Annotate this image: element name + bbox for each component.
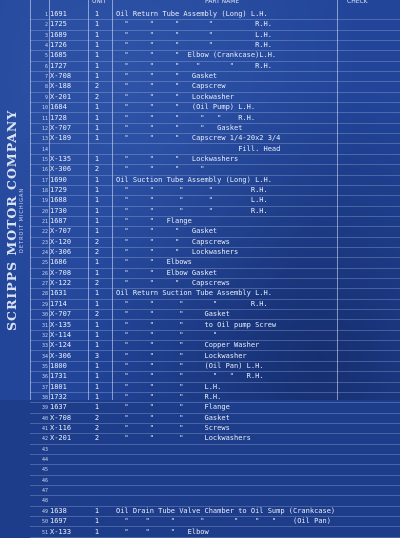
row-number: 40 [41,415,48,422]
unit-count: 1 [94,72,100,81]
part-name: " " " " L.H. [116,30,272,39]
table-row [30,10,400,20]
part-number: X-188 [50,82,72,91]
part-number: X-306 [50,351,72,360]
row-number: 37 [41,384,48,391]
part-name: Oil Return Suction Tube Assembly L.H. [116,289,272,298]
part-name: " " " (Oil Pan) L.H. [116,361,264,370]
table-row [30,383,400,393]
table-row [30,372,400,382]
row-number: 17 [41,177,48,184]
part-number: X-120 [50,237,72,246]
part-number: 1686 [50,258,67,267]
row-number: 33 [41,343,48,350]
part-name: " " " " " R.H. [116,372,264,381]
part-number: 1687 [50,217,67,225]
part-number: X-135 [50,154,72,163]
part-name: " " " (Oil Pump) L.H. [116,103,256,112]
part-number: 1685 [50,51,67,60]
unit-count: 3 [94,351,100,360]
part-name: " " " R.H. [116,392,222,401]
unit-count: 1 [94,361,100,370]
table-row [30,41,400,51]
unit-count: 2 [94,424,100,432]
part-number: X-707 [50,227,72,236]
unit-count: 1 [94,113,100,122]
unit-count: 1 [94,175,100,184]
table-row [30,186,400,196]
unit-count: 1 [94,154,100,163]
unit-count: 2 [94,279,100,288]
part-number: X-306 [50,165,72,174]
part-name: " " " Gasket [116,310,230,319]
row-number: 42 [41,436,48,443]
row-number: 26 [41,270,48,277]
part-name: " " Elbow Gasket [116,268,218,277]
row-number: 16 [41,167,48,174]
part-number: 1800 [50,361,67,370]
row-number: 45 [41,467,48,474]
unit-count: 1 [94,51,100,60]
unit-count: 1 [94,258,100,267]
part-name: " " " Gasket [116,413,230,422]
unit-count: 2 [94,434,100,443]
part-number: X-133 [50,527,72,536]
table-row [30,82,400,92]
company-city: DETROIT MICHIGAN [19,187,25,253]
table-row [30,207,400,217]
table-row [30,393,400,403]
row-number: 41 [41,426,48,432]
row-number: 22 [41,229,48,236]
row-number: 8 [44,84,48,91]
table-row [30,258,400,268]
table-row [30,227,400,237]
unit-count: 1 [94,299,100,308]
row-number: 47 [41,488,48,495]
unit-count: 2 [94,92,100,101]
table-row [30,496,400,506]
unit-count: 2 [94,82,100,91]
part-name: " " Elbows [116,258,192,267]
table-row [30,310,400,320]
row-number: 20 [41,208,48,215]
part-name: " " " Capscrew 1/4-20x2 3/4 [116,134,281,143]
part-number: 1801 [50,382,67,391]
part-number: 1631 [50,289,67,298]
part-number: X-189 [50,134,72,143]
table-row [30,486,400,496]
table-row [30,269,400,279]
unit-count: 2 [94,413,100,422]
part-name: " " " " R.H. [116,206,268,215]
part-name: " " " to Oil pump Screw [116,320,277,329]
part-name: " " " " R.H. [116,41,272,50]
table-row [30,517,400,527]
table-row [30,248,400,258]
part-number: 1729 [50,185,67,194]
part-name: " " " Lockwashers [116,248,239,257]
unit-count: 1 [94,20,100,29]
table-row [30,434,400,444]
unit-count: 1 [94,196,100,205]
row-number: 10 [41,105,48,112]
company-name: SCRIPPS MOTOR COMPANY [4,109,19,331]
table-row [30,217,400,227]
table-row [30,238,400,248]
part-name: " " " Screws [116,424,230,432]
unit-count: 1 [94,61,100,70]
unit-count: 1 [94,506,100,515]
part-name: " " " Elbow (Crankcase)L.H. [116,51,277,60]
table-row [30,300,400,310]
header-part-name: PART NAME [205,0,240,5]
table-row [30,289,400,299]
table-row [30,445,400,455]
row-number: 13 [41,136,48,143]
unit-count: 1 [94,320,100,329]
table-row [30,176,400,186]
unit-count: 1 [94,382,100,391]
part-number: X-201 [50,434,72,443]
row-number: 50 [41,519,48,526]
unit-count: 1 [94,134,100,143]
table-row [30,103,400,113]
unit-count: 1 [94,527,100,536]
part-number: X-122 [50,279,72,288]
row-number: 34 [41,353,48,360]
table-row [30,352,400,362]
part-name: " " " Lockwasher [116,92,235,101]
row-number: 21 [41,219,48,225]
part-name: " " " Capscrew [116,82,226,91]
part-name: Oil Suction Tube Assembly (Long) L.H. [116,175,272,184]
unit-count: 2 [94,248,100,257]
part-name: " " " " [116,330,218,339]
row-number: 44 [41,457,48,464]
header-unit: UNIT [92,0,107,5]
row-number: 31 [41,322,48,329]
part-number: 1732 [50,392,67,401]
table-row [30,31,400,41]
row-number: 27 [41,281,48,288]
unit-count: 1 [94,185,100,194]
table-row [30,528,400,538]
unit-count: 1 [94,372,100,381]
unit-count: 1 [94,10,100,18]
row-number: 29 [41,301,48,308]
part-name: " " " " R.H. [116,299,268,308]
row-number: 7 [44,74,48,81]
unit-count: 1 [94,103,100,112]
unit-count: 2 [94,165,100,174]
part-number: X-201 [50,92,72,101]
row-number: 14 [41,146,48,153]
table-row [30,279,400,289]
row-number: 46 [41,477,48,484]
unit-count: 1 [94,30,100,39]
unit-count: 1 [94,403,100,412]
row-number: 35 [41,363,48,370]
row-number: 48 [41,498,48,505]
part-name: " " " Flange [116,403,230,412]
row-number: 51 [41,529,48,536]
row-number: 5 [44,53,48,60]
table-row [30,124,400,134]
part-name: " " " Capscrews [116,279,230,288]
row-number: 19 [41,198,48,205]
unit-count: 1 [94,268,100,277]
unit-count: 1 [94,392,100,401]
part-number: 1691 [50,10,67,18]
row-number: 18 [41,187,48,194]
part-name: " " " Lockwasher [116,351,247,360]
table-row [30,455,400,465]
row-number: 49 [41,508,48,515]
row-number: 12 [41,125,48,132]
table-row [30,51,400,61]
row-number: 15 [41,156,48,163]
part-number: 1727 [50,61,67,70]
table-row [30,145,400,155]
row-number: 11 [41,115,48,122]
part-number: X-135 [50,320,72,329]
unit-count: 1 [94,41,100,50]
row-number: 28 [41,291,48,298]
part-name: Fill. Head [116,144,281,153]
unit-count: 1 [94,330,100,339]
table-row [30,62,400,72]
part-name: " " " " " R.H. [116,113,256,122]
table-row [30,341,400,351]
table-row [30,20,400,30]
part-name: " " " " " R.H. [116,61,272,70]
part-number: X-707 [50,310,72,319]
part-number: X-124 [50,341,72,350]
table-row [30,507,400,517]
row-number: 2 [44,22,48,29]
table-row [30,465,400,475]
row-number: 36 [41,374,48,381]
table-row [30,476,400,486]
part-number: 1714 [50,299,67,308]
part-number: 1730 [50,206,67,215]
row-number: 24 [41,250,48,257]
row-number: 9 [44,94,48,101]
part-name: " " " " Gasket [116,123,243,132]
part-number: 1684 [50,103,67,112]
row-number: 43 [41,446,48,453]
part-number: 1688 [50,196,67,205]
part-name: " " " Capscrews [116,237,230,246]
part-number: 1689 [50,30,67,39]
part-number: 1638 [50,506,67,515]
part-name: " " " Lockwashers [116,434,251,443]
row-number: 4 [44,43,48,50]
row-number: 3 [44,32,48,39]
header-check: CHECK [347,0,368,5]
part-name: " " " Gasket [116,227,218,236]
part-name: " " " " [116,165,205,174]
row-number: 30 [41,312,48,319]
part-number: X-707 [50,123,72,132]
part-name: Oil Drain Tube Valve Chamber to Oil Sump (Crankcase) [116,506,336,515]
table-row [30,134,400,144]
row-number: 6 [44,63,48,70]
part-name: " " " Gasket [116,72,218,81]
table-row [30,403,400,413]
table-row [30,362,400,372]
part-number: X-114 [50,330,72,339]
part-number: 1637 [50,403,67,412]
unit-count: 2 [94,237,100,246]
table-row [30,93,400,103]
table-row [30,165,400,175]
company-title-block [4,90,24,350]
part-number: 1728 [50,113,67,122]
part-name: Oil Return Tube Assembly (Long) L.H. [116,10,268,18]
part-number: X-708 [50,413,72,422]
part-name: " " " Lockwashers [116,154,239,163]
unit-count: 1 [94,123,100,132]
part-number: X-116 [50,424,72,432]
row-number: 25 [41,260,48,267]
part-number: X-708 [50,268,72,277]
part-name: " " Flange [116,217,192,225]
part-name: " " " " R.H. [116,185,268,194]
unit-count: 1 [94,217,100,225]
row-number: 32 [41,332,48,339]
part-name: " " " " " " " (Oil Pan) [116,517,331,526]
unit-count: 1 [94,227,100,236]
part-name: " " " L.H. [116,382,222,391]
part-number: 1725 [50,20,67,29]
table-row [30,114,400,124]
part-name: " " " Elbow [116,527,209,536]
row-number: 38 [41,394,48,401]
table-row [30,72,400,82]
unit-count: 1 [94,206,100,215]
row-number: 1 [44,12,48,18]
unit-count: 1 [94,517,100,526]
table-row [30,331,400,341]
part-number: X-306 [50,248,72,257]
table-row [30,424,400,434]
part-number: 1731 [50,372,67,381]
row-number: 39 [41,405,48,412]
unit-count: 1 [94,341,100,350]
unit-count: 2 [94,310,100,319]
part-name: " " " " L.H. [116,196,268,205]
table-row [30,414,400,424]
part-number: 1697 [50,517,67,526]
part-number: 1726 [50,41,67,50]
part-name: " " " Copper Washer [116,341,260,350]
unit-count: 1 [94,289,100,298]
part-number: X-708 [50,72,72,81]
table-row [30,321,400,331]
row-number: 23 [41,239,48,246]
table-row [30,155,400,165]
part-name: " " " " R.H. [116,20,272,29]
table-row [30,196,400,206]
part-number: 1690 [50,175,67,184]
